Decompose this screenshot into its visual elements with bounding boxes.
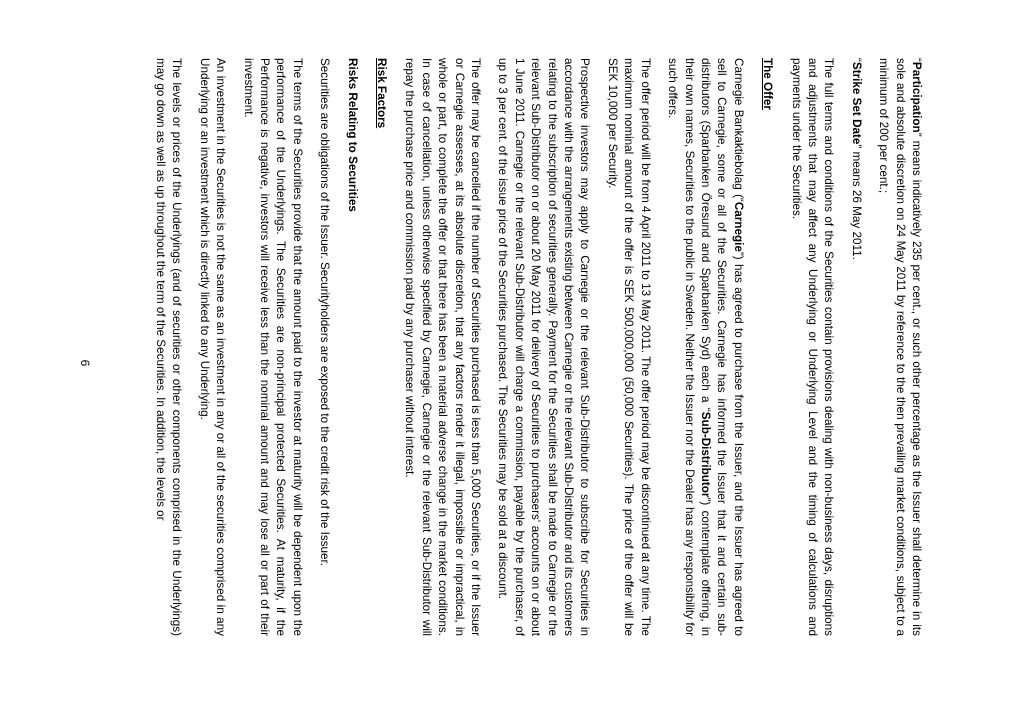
text-segment: ” means indicatively 235 per cent., or such other percentage as the Issuer shall determine in its sole and absolute discretion on 24 May 2011 by reference to the then prevailing market conditions, subject to a minimum of 200 per cent.;	[877, 58, 923, 636]
risk-factors-heading: Risk Factors	[375, 58, 389, 129]
paragraph-carnegie	[664, 58, 746, 636]
text-segment: ”) has agreed to purchase from the Issuer, and the Issuer has agreed to sell to Carnegie, some or all of the Securities. Carnegie has informed the Issuer that it and certain sub-distributors (Sparbanken Öresund and Sparbanken Syd) each a “	[698, 58, 745, 636]
text-segment: The terms of the Securities provide that the amount paid to the investor at maturity will be dependent upon the performance of the Underlyings. The Securities are non-principal protected Securities. At maturity, if the Performance is negative, investors will receive less than the nominal amount and may lose all or part of their investment.	[241, 58, 304, 636]
paragraph-levels_prices	[152, 58, 185, 636]
paragraph-full_terms	[787, 58, 836, 636]
paragraph-offer_period	[604, 58, 653, 636]
text-segment: The offer period will be from 4 April 2011 to 13 May 2011. The offer period may be discontinued at any time. The maximum nominal amount of the offer is SEK 500,000,000 (50,000 Securities). The price of the offer will be SEK 10,000 per Security.	[605, 58, 652, 636]
text-segment: The full terms and conditions of the Securities contain provisions dealing with non-business days, disruptions and adjustments that may affect any Underlying or Underlying Level and the timing of calculations and payments under the Securities.	[789, 58, 836, 636]
text-segment: “	[910, 58, 923, 62]
paragraph-obligations	[316, 58, 332, 636]
text-segment: Securities are obligations of the Issuer. Securityholders are exposed to the credit risk of the Issuer.	[318, 58, 332, 567]
page-body	[141, 58, 924, 636]
definitions-section	[787, 58, 924, 636]
paragraph-investment_not_same	[195, 58, 228, 636]
text-segment: The offer may be cancelled if the number of Securities purchased is less than 5,000 Securities, or if the Issuer or Carnegie assesses, at its absolute discretion, that any factors render it illegal, impossible or impractical, in whole or part, to complete the offer or that there has been a material adverse change in the market conditions. In case of cancellation, unless otherwise specified by Carnegie, Carnegie or the relevant Sub-Distributor will repay the purchase price and commission paid by any purchaser without interest.	[403, 58, 483, 636]
risk-section	[152, 58, 333, 636]
text-segment: “	[849, 58, 863, 62]
text-segment: Prospective investors may apply to Carnegie or the relevant Sub-Distributor to subscribe for Securities in accordance with the arrangements existing between Carnegie or the relevant Sub-Distributor and its customers relating to the subscription of securities generally. Payment for the Securities shall be made to Carnegie or the relevant Sub-Distributor on or about 20 May 2011 for delivery of Securities to purchasers' accounts on or about 1 June 2011. Carnegie or the relevant Sub-Distributor will charge a commission, payable by the purchaser, of up to 3 per cent. of the issue price of the Securities purchased. The Securities may be sold at a discount.	[496, 58, 592, 636]
defined-term: Carnegie	[731, 201, 745, 252]
text-segment: Carnegie Bankaktiebolag (“	[731, 58, 745, 202]
page-number: 6	[78, 359, 92, 367]
defined-term: Participation	[910, 61, 923, 133]
defined-term: Sub-Distributor	[698, 411, 712, 498]
offer-section	[401, 58, 746, 636]
text-segment: The levels or prices of the Underlyings (and of securities or other components comprised in the Underlyings) may go down as well as up throughout the term of the Securities. In addition, the levels or	[153, 58, 184, 636]
paragraph-cancellation	[401, 58, 483, 636]
text-segment: ”) contemplate offering, in their own names, Securities to the public in Sweden. Neither the Issuer nor the Dealer has any responsibility for such offers.	[666, 58, 712, 636]
risks-relating-heading: Risks Relating to Securities	[345, 58, 359, 212]
paragraph-terms	[239, 58, 305, 636]
defined-term: Strike Set Date	[849, 61, 863, 145]
text-segment: An investment in the Securities is not the same as an investment in any or all of the securities comprised in any Underlying or an investment which is directly linked to any Underlying.	[197, 58, 228, 636]
paragraph-participation_def	[875, 58, 924, 636]
paragraph-prospective_investors	[494, 58, 592, 636]
text-segment: ” means 26 May 2011.	[849, 144, 863, 260]
offer-heading: The Offer	[761, 58, 775, 110]
paragraph-strike_set_date_def	[847, 58, 863, 636]
